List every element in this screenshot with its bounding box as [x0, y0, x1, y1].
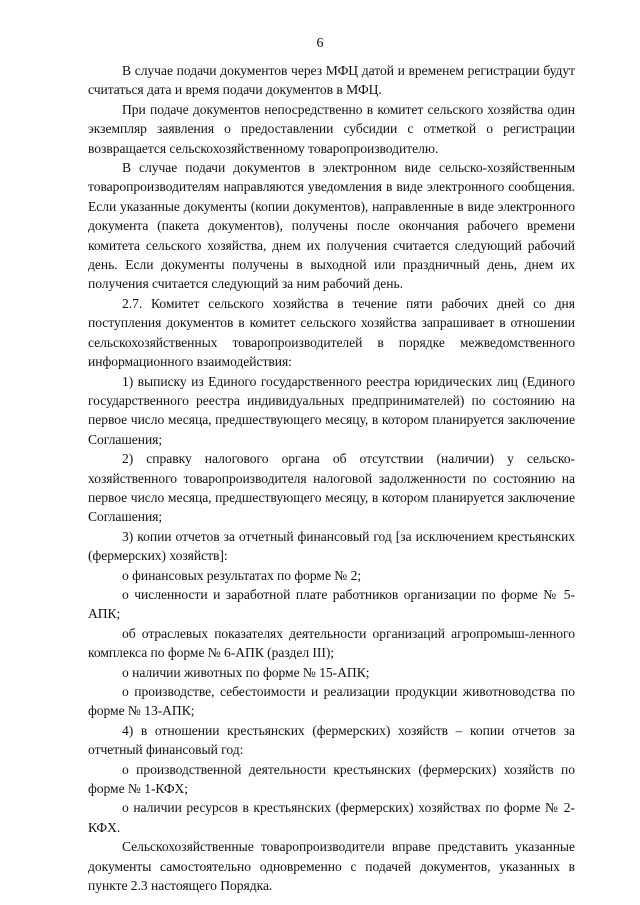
sub-item-form-15-apk: о наличии животных по форме № 15-АПК;	[122, 664, 370, 680]
paragraph-2-7: 2.7. Комитет сельского хозяйства в течение пяти рабочих дней со дня поступления документов в комитет сельского хозяйства запрашивает в отношении сельскохозяйственных товаропроизводителей в порядке межведомственного информационного взаимодействия:	[88, 295, 575, 370]
sub-item-form-6-apk: об отраслевых показателях деятельности организаций агропромыш-ленного комплекса по форме № 6-АПК (раздел III);	[88, 625, 575, 661]
sub-item-form-5-apk: о численности и заработной плате работников организации по форме № 5-АПК;	[88, 586, 575, 622]
list-item-4-kfh-reports: 4) в отношении крестьянских (фермерских) хозяйств – копии отчетов за отчетный финансовый год:	[88, 722, 575, 758]
document-body	[88, 61, 575, 895]
sub-item-form-13-apk: о производстве, себестоимости и реализации продукции животноводства по форме № 13-АПК;	[88, 684, 575, 719]
sub-item-form-2-kfh: о наличии ресурсов в крестьянских (фермерских) хозяйствах по форме № 2-КФХ.	[88, 800, 575, 835]
paragraph-direct-submission: При подаче документов непосредственно в комитет сельского хозяйства один экземпляр заявления о предоставлении субсидии с отметкой о регистрации возвращается сельскохозяйственному товаропроизводителю.	[88, 101, 575, 156]
paragraph-mfc-registration: В случае подачи документов через МФЦ датой и временем регистрации будут считаться дата и время подачи документов в МФЦ.	[88, 63, 575, 98]
list-item-3-reports: 3) копии отчетов за отчетный финансовый год [за исключением крестьянских (фермерских) хозяйств]:	[88, 528, 575, 564]
page-number: 6	[316, 36, 324, 51]
sub-item-form-2: о финансовых результатах по форме № 2;	[122, 567, 362, 583]
paragraph-electronic-submission: В случае подачи документов в электронном виде сельско-хозяйственным товаропроизводителям направляются уведомления в виде электронного сообщения. Если указанные документы (копии документов), направленные в виде электронного документа (пакета документов), получены после окончания рабочего времени комитета сельского хозяйства, днем их получения считается следующий рабочий день. Если документы получены в выходной или праздничный день, днем их получения считается следующий за ним рабочий день.	[88, 160, 575, 292]
sub-item-form-1-kfh: о производственной деятельности крестьянских (фермерских) хозяйств по форме № 1-КФХ;	[88, 761, 575, 797]
list-item-2-tax-certificate: 2) справку налогового органа об отсутствии (наличии) у сельско-хозяйственного товаропроизводителя налоговой задолженности по состоянию на первое число месяца, предшествующего месяцу, в котором планируется заключение Соглашения;	[88, 451, 575, 525]
paragraph-self-submission: Сельскохозяйственные товаропроизводители вправе представить указанные документы самостоятельно одновременно с подачей документов, указанных в пункте 2.3 настоящего Порядка.	[88, 839, 575, 894]
list-item-1-egrul: 1) выписку из Единого государственного реестра юридических лиц (Единого государственного реестра индивидуальных предпринимателей) по состоянию на первое число месяца, предшествующего месяцу, в котором планируется заключение Соглашения;	[88, 373, 575, 447]
